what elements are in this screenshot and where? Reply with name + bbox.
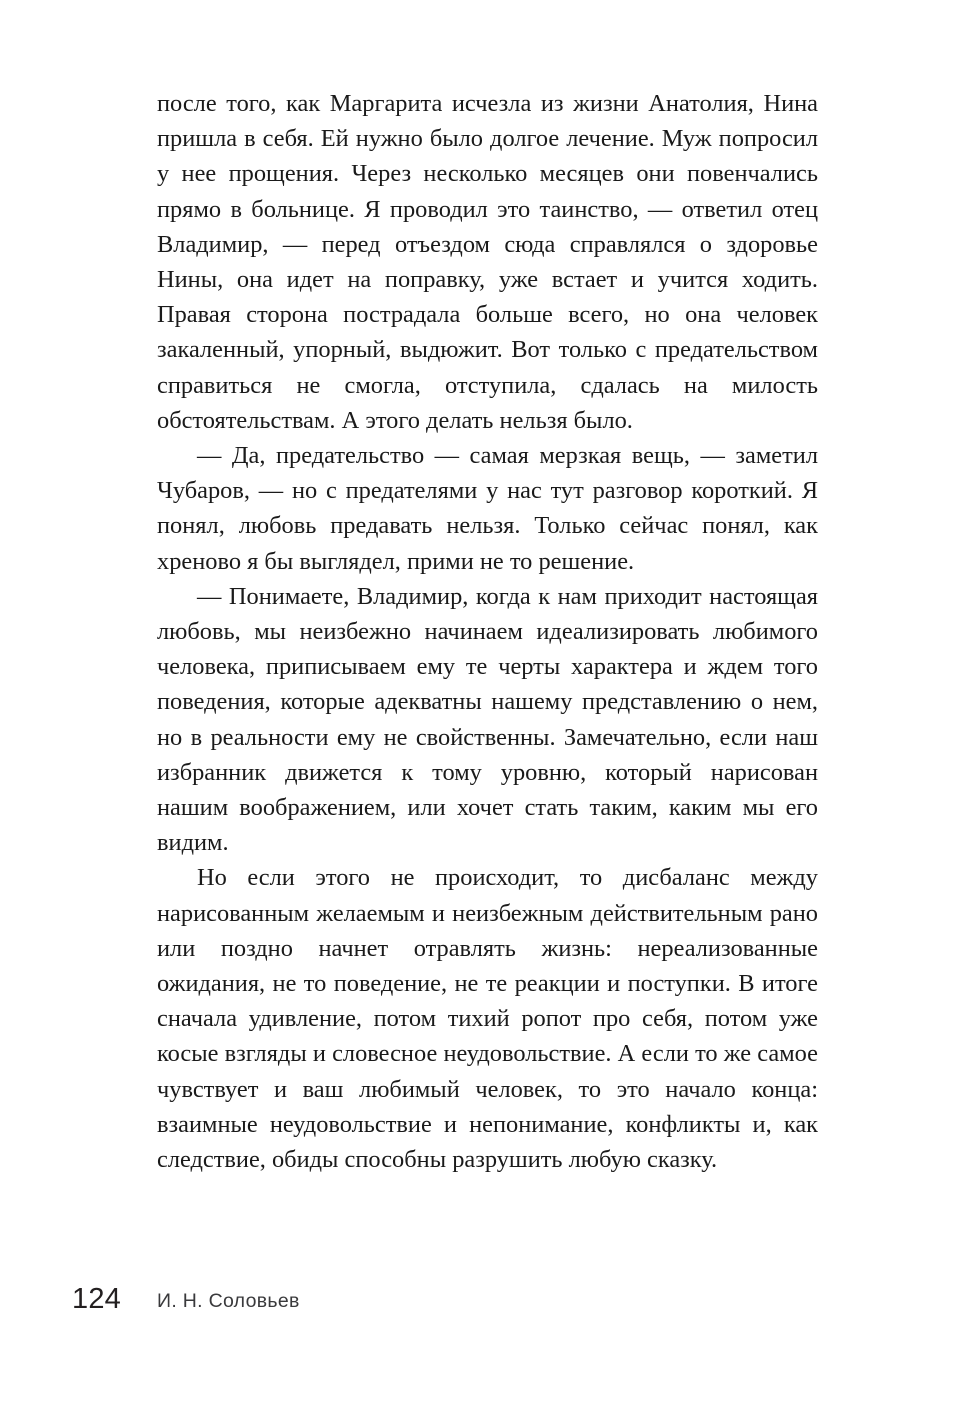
page-number: 124 (72, 1283, 121, 1315)
page-footer (0, 1283, 970, 1323)
running-head-author: И. Н. Соловьев (157, 1290, 300, 1312)
body-text (157, 86, 818, 1177)
paragraph: — Понимаете, Владимир, когда к нам приходит настоящая любовь, мы неизбежно начинаем идеализировать любимого человека, приписываем ему те черты характера и ждем того поведения, которые адекватны нашему представлению о нем, но в реальности ему не свойственны. Замечательно, если наш избранник движется к тому уровню, который нарисован нашим воображением, или хочет стать таким, каким мы его видим. (157, 582, 818, 857)
paragraph: Но если этого не происходит, то дисбаланс между нарисованным желаемым и неизбежным действительным рано или поздно начнет отравлять жизнь: нереализованные ожидания, не то поведение, не те реакции и поступки. В итоге сначала удивление, потом тихий ропот про себя, потом уже косые взгляды и словесное неудовольствие. А если то же самое чувствует и ваш любимый человек, то это начало конца: взаимные неудовольствие и непонимание, конфликты и, как следствие, обиды способны разрушить любую сказку. (157, 864, 818, 1174)
paragraph: — Да, предательство — самая мерзкая вещь, — заметил Чубаров, — но с предателями у нас тут разговор короткий. Я понял, любовь предавать нельзя. Только сейчас понял, как хреново я бы выглядел, прими не то решение. (157, 442, 818, 575)
paragraph: после того, как Маргарита исчезла из жизни Анатолия, Нина пришла в себя. Ей нужно было долгое лечение. Муж попросил у нее прощения. Через несколько месяцев они повенчались прямо в больнице. Я проводил это таинство, — ответил отец Владимир, — перед отъездом сюда справлялся о здоровье Нины, она идет на поправку, уже встает и учится ходить. Правая сторона пострадала больше всего, но она человек закаленный, упорный, выдюжит. Вот только с предательством справиться не смогла, отступила, сдалась на милость обстоятельствам. А этого делать нельзя было. (157, 90, 818, 434)
